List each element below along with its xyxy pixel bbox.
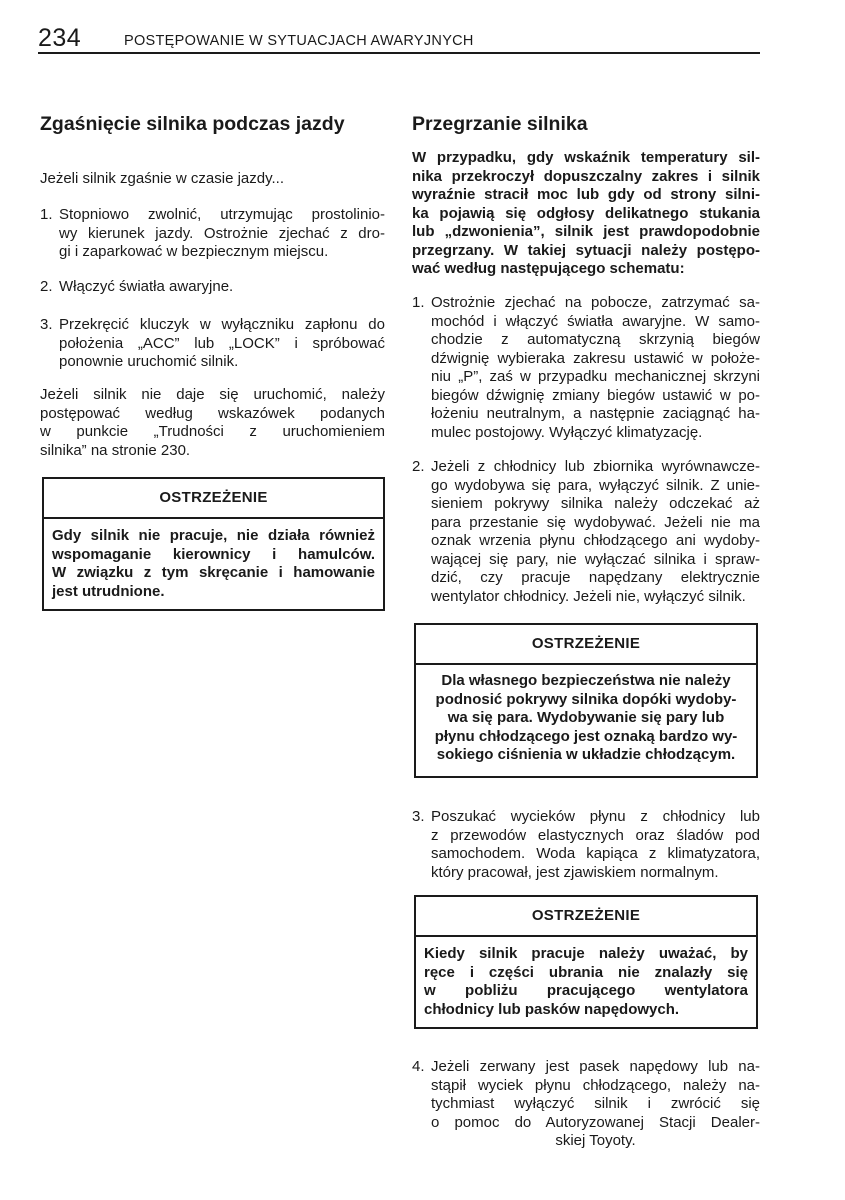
warning-box <box>414 623 758 778</box>
warning-text: Kiedy silnik pracuje należy uważać, by ręce i części ubrania nie znalazły się w pobliżu pracującego wentylatora chłodnicy lub pasków napędowych. <box>424 945 748 1018</box>
warning-divider <box>416 935 756 937</box>
warning-text: Dla własnego bezpieczeństwa nie należy podnosić pokrywy silnika dopóki wydoby- wa się para. Wydobywanie się pary lub płynu chłodzącego jest oznaką bardzo wy- sokiego ciśnienia w układzie chłodzącym. <box>434 672 738 763</box>
warning-box <box>414 895 758 1029</box>
chapter-title: POSTĘPOWANIE W SYTUACJACH AWARYJNYCH <box>124 33 474 49</box>
page-header <box>38 26 760 54</box>
warning-divider <box>416 663 756 665</box>
intro-paragraph: Jeżeli silnik zgaśnie w czasie jazdy... <box>40 170 284 187</box>
warning-box <box>42 477 385 611</box>
page-number: 234 <box>38 24 82 52</box>
outro-paragraph: Jeżeli silnik nie daje się uruchomić, należy postępować według wskazówek podanych w punkcie „Trudności z uruchomieniem silnika” na stronie 230. <box>40 386 385 459</box>
warning-title: OSTRZEŻENIE <box>159 489 268 506</box>
overheating-intro: W przypadku, gdy wskaźnik temperatury sil- nika przekroczył dopuszczalny zakres i silnik wyraźnie stracił moc lub gdy od strony silni- ka pojawią się odgłosy delikatnego stukania lub „dzwonienia”, silnik jest prawdopodobnie przegrzany. W takiej sytuacji należy postępo- wać według następującego schematu: <box>412 149 760 277</box>
warning-divider <box>44 517 383 519</box>
section-heading-engine-stall: Zgaśnięcie silnika podczas jazdy <box>40 113 345 135</box>
warning-title: OSTRZEŻENIE <box>531 635 641 652</box>
section-heading-overheating: Przegrzanie silnika <box>412 113 588 135</box>
warning-text: Gdy silnik nie pracuje, nie działa również wspomaganie kierownicy i hamulców. W związku z tym skręcanie i hamowanie jest utrudnione. <box>52 527 375 600</box>
warning-title: OSTRZEŻENIE <box>531 907 641 924</box>
